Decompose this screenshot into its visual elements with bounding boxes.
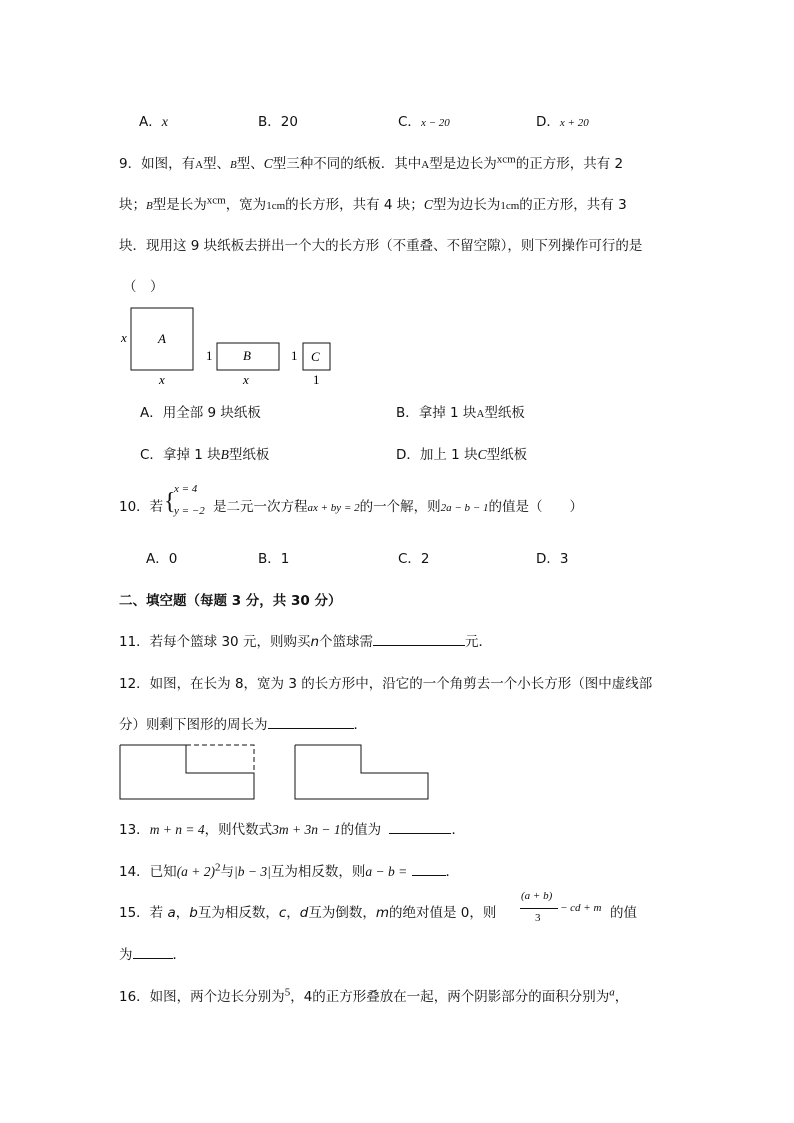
b-label: B <box>243 348 251 363</box>
q9-line1: 9．如图，有A型、B型、C型三种不同的纸板．其中A型是边长为$^{xcm}$的正方形，共有 2 <box>119 153 624 172</box>
q8-option-c: C．x − 20 <box>398 114 450 130</box>
q8-option-d: D．x + 20 <box>536 114 589 130</box>
q9-option-d: D．加上 1 块C型纸板 <box>396 447 528 463</box>
q9-option-c: C．拿掉 1 块B型纸板 <box>140 447 270 463</box>
q15-blank <box>133 946 173 959</box>
q15-line1: 15．若 a，b互为相反数，c，d互为倒数，m的绝对值是 0，则 <box>119 905 497 921</box>
q10-option-b: B．1 <box>258 551 290 567</box>
q10-sys-1: x = 4 <box>174 483 198 495</box>
q12-blank <box>268 716 354 729</box>
q9-line3: 块．现用这 9 块纸板去拼出一个大的长方形（不重叠、不留空隙），则下列操作可行的是 <box>119 238 643 254</box>
a-side-label: x <box>121 330 127 345</box>
c-bottom-label: 1 <box>313 372 320 387</box>
q14: 14．已知$(a + 2)^2$与|b − 3|互为相反数，则a − b = ． <box>119 861 459 880</box>
q12-left-shape <box>120 745 254 799</box>
q12-figure <box>118 742 433 804</box>
q11: 11．若每个篮球 30 元，则购买n个篮球需 元． <box>119 634 493 650</box>
a-label: A <box>158 331 166 346</box>
q16: 16．如图，两个边长分别为$^5$，4的正方形叠放在一起，两个阴影部分的面积分别为$^a$， <box>119 986 629 1005</box>
section-2-title: 二、填空题（每题 3 分，共 30 分） <box>119 593 342 609</box>
q13: 13．m + n = 4，则代数式3m + 3n − 1的值为 ． <box>119 822 465 838</box>
q9-option-b: B．拿掉 1 块A型纸板 <box>396 405 525 421</box>
q12-right-shape <box>295 745 428 799</box>
q15-fraction-denominator: 3 <box>535 912 541 924</box>
q9-option-a: A．用全部 9 块纸板 <box>140 405 261 421</box>
b-side-label: 1 <box>206 348 213 363</box>
c-side-label: 1 <box>291 348 298 363</box>
q14-blank <box>412 863 446 876</box>
q15-fraction-numerator: (a + b) <box>521 890 553 902</box>
q12-line2: 分）则剩下图形的周长为 ． <box>119 717 367 733</box>
c-label: C <box>311 349 320 364</box>
q12-dashed-cut <box>186 745 254 773</box>
b-bottom-label: x <box>243 372 249 387</box>
q15-fraction-bar <box>520 908 558 909</box>
q8-option-a: A．x <box>139 114 168 130</box>
q10-text: 是二元一次方程ax + by = 2的一个解，则2a − b − 1的值是（ ） <box>213 499 583 515</box>
a-bottom-label: x <box>159 372 165 387</box>
q15-tail-text: 的值 <box>610 905 637 921</box>
q12-line1: 12．如图，在长为 8，宽为 3 的长方形中，沿它的一个角剪去一个小长方形（图中虚线部 <box>119 676 653 692</box>
q9-line2: 块；B型是长为$^{xcm}$，宽为1cm的长方形，共有 4 块；C型为边长为1cm的正方形，共有 3 <box>119 194 627 213</box>
q10-prefix: 10．若 <box>119 499 164 515</box>
q8-option-b: B．20 <box>258 114 298 130</box>
q15-tail-expr: − cd + m <box>560 902 602 914</box>
q11-blank <box>373 633 465 646</box>
q10-brace: { <box>164 489 176 515</box>
q10-option-d: D．3 <box>536 551 569 567</box>
q10-sys-2: y = −2 <box>174 505 205 517</box>
q10-option-c: C．2 <box>398 551 430 567</box>
q10-option-a: A．0 <box>146 551 178 567</box>
q13-blank <box>389 821 451 834</box>
q15-line2: 为 ． <box>119 947 186 963</box>
q9-answer-paren: （ ） <box>123 279 164 295</box>
q9-figure <box>115 305 345 390</box>
